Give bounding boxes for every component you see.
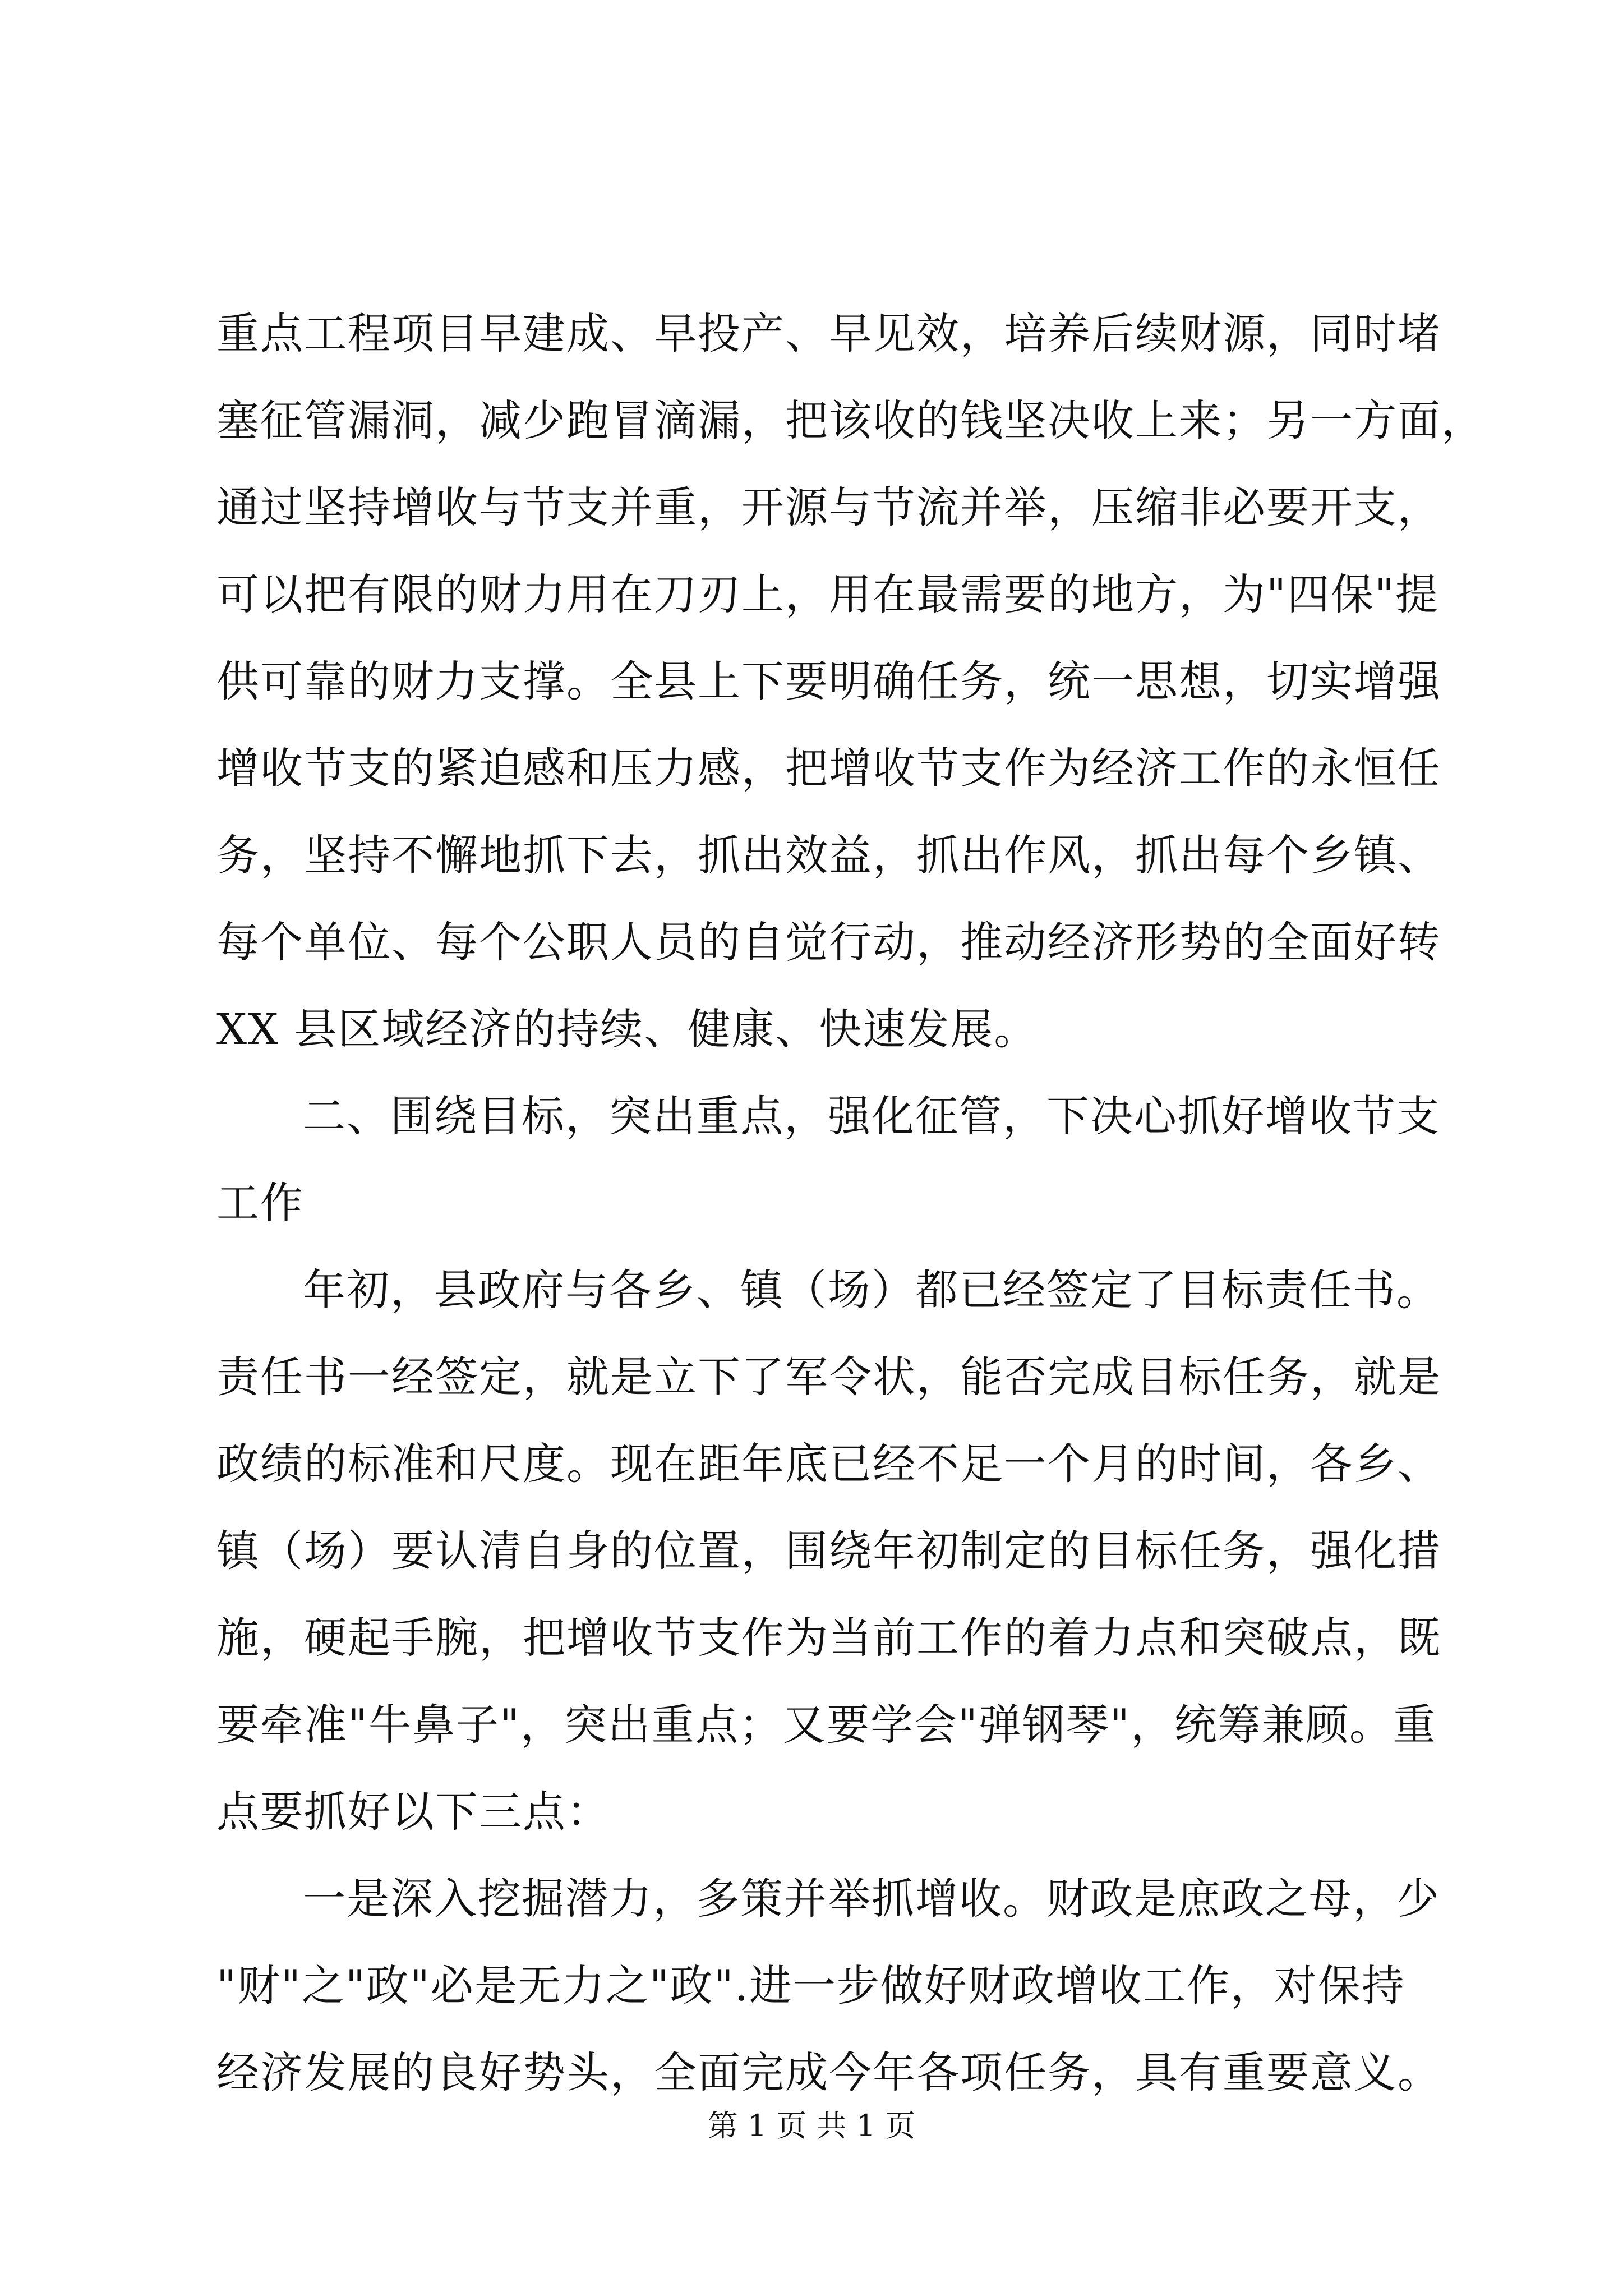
text-line-12: 年初，县政府与各乡、镇（场）都已经签定了目标责任书。 (303, 1265, 1440, 1315)
text-line-2: 塞征管漏洞，减少跑冒滴漏，把该收的钱坚决收上来；另一方面， (216, 395, 1485, 445)
text-line-13: 责任书一经签定，就是立下了军令状，能否完成目标任务，就是 (216, 1352, 1441, 1402)
text-line-7: 务，坚持不懈地抓下去，抓出效益，抓出作风，抓出每个乡镇、 (216, 830, 1441, 880)
section-heading: 二、围绕目标，突出重点，强化征管，下决心抓好增收节支 (303, 1091, 1440, 1141)
text-line-1: 重点工程项目早建成、早投产、早见效，培养后续财源，同时堵 (216, 309, 1441, 358)
text-line-8: 每个单位、每个公职人员的自觉行动，推动经济形势的全面好转 (216, 917, 1441, 967)
text-line-4: 可以把有限的财力用在刀刃上，用在最需要的地方，为"四保"提 (216, 569, 1439, 619)
text-line-5: 供可靠的财力支撑。全县上下要明确任务，统一思想，切实增强 (216, 656, 1441, 706)
text-line-14: 政绩的标准和尺度。现在距年底已经不足一个月的时间，各乡、 (216, 1439, 1441, 1489)
text-line-3: 通过坚持增收与节支并重，开源与节流并举，压缩非必要开支， (216, 482, 1441, 532)
text-line-18: 点要抓好以下三点： (216, 1787, 610, 1837)
text-line-6: 增收节支的紧迫感和压力感，把增收节支作为经济工作的永恒任 (216, 743, 1441, 793)
text-line-16: 施，硬起手腕，把增收节支作为当前工作的着力点和突破点，既 (216, 1613, 1441, 1663)
text-line-9: XX 县区域经济的持续、健康、快速发展。 (216, 1004, 1038, 1054)
text-line-19: 一是深入挖掘潜力，多策并举抓增收。财政是庶政之母，少 (303, 1874, 1440, 1924)
page-number-footer: 第 1 页 共 1 页 (707, 2108, 916, 2143)
section-heading-continuation: 工作 (216, 1178, 304, 1228)
text-line-20: "财"之"政"必是无力之"政".进一步做好财政增收工作，对保持 (216, 1961, 1405, 2010)
text-line-15: 镇（场）要认清自身的位置，围绕年初制定的目标任务，强化措 (216, 1526, 1441, 1576)
text-line-17: 要牵准"牛鼻子"，突出重点；又要学会"弹钢琴"，统筹兼顾。重 (216, 1700, 1437, 1750)
text-line-21: 经济发展的良好势头，全面完成今年各项任务，具有重要意义。 (216, 2047, 1441, 2097)
